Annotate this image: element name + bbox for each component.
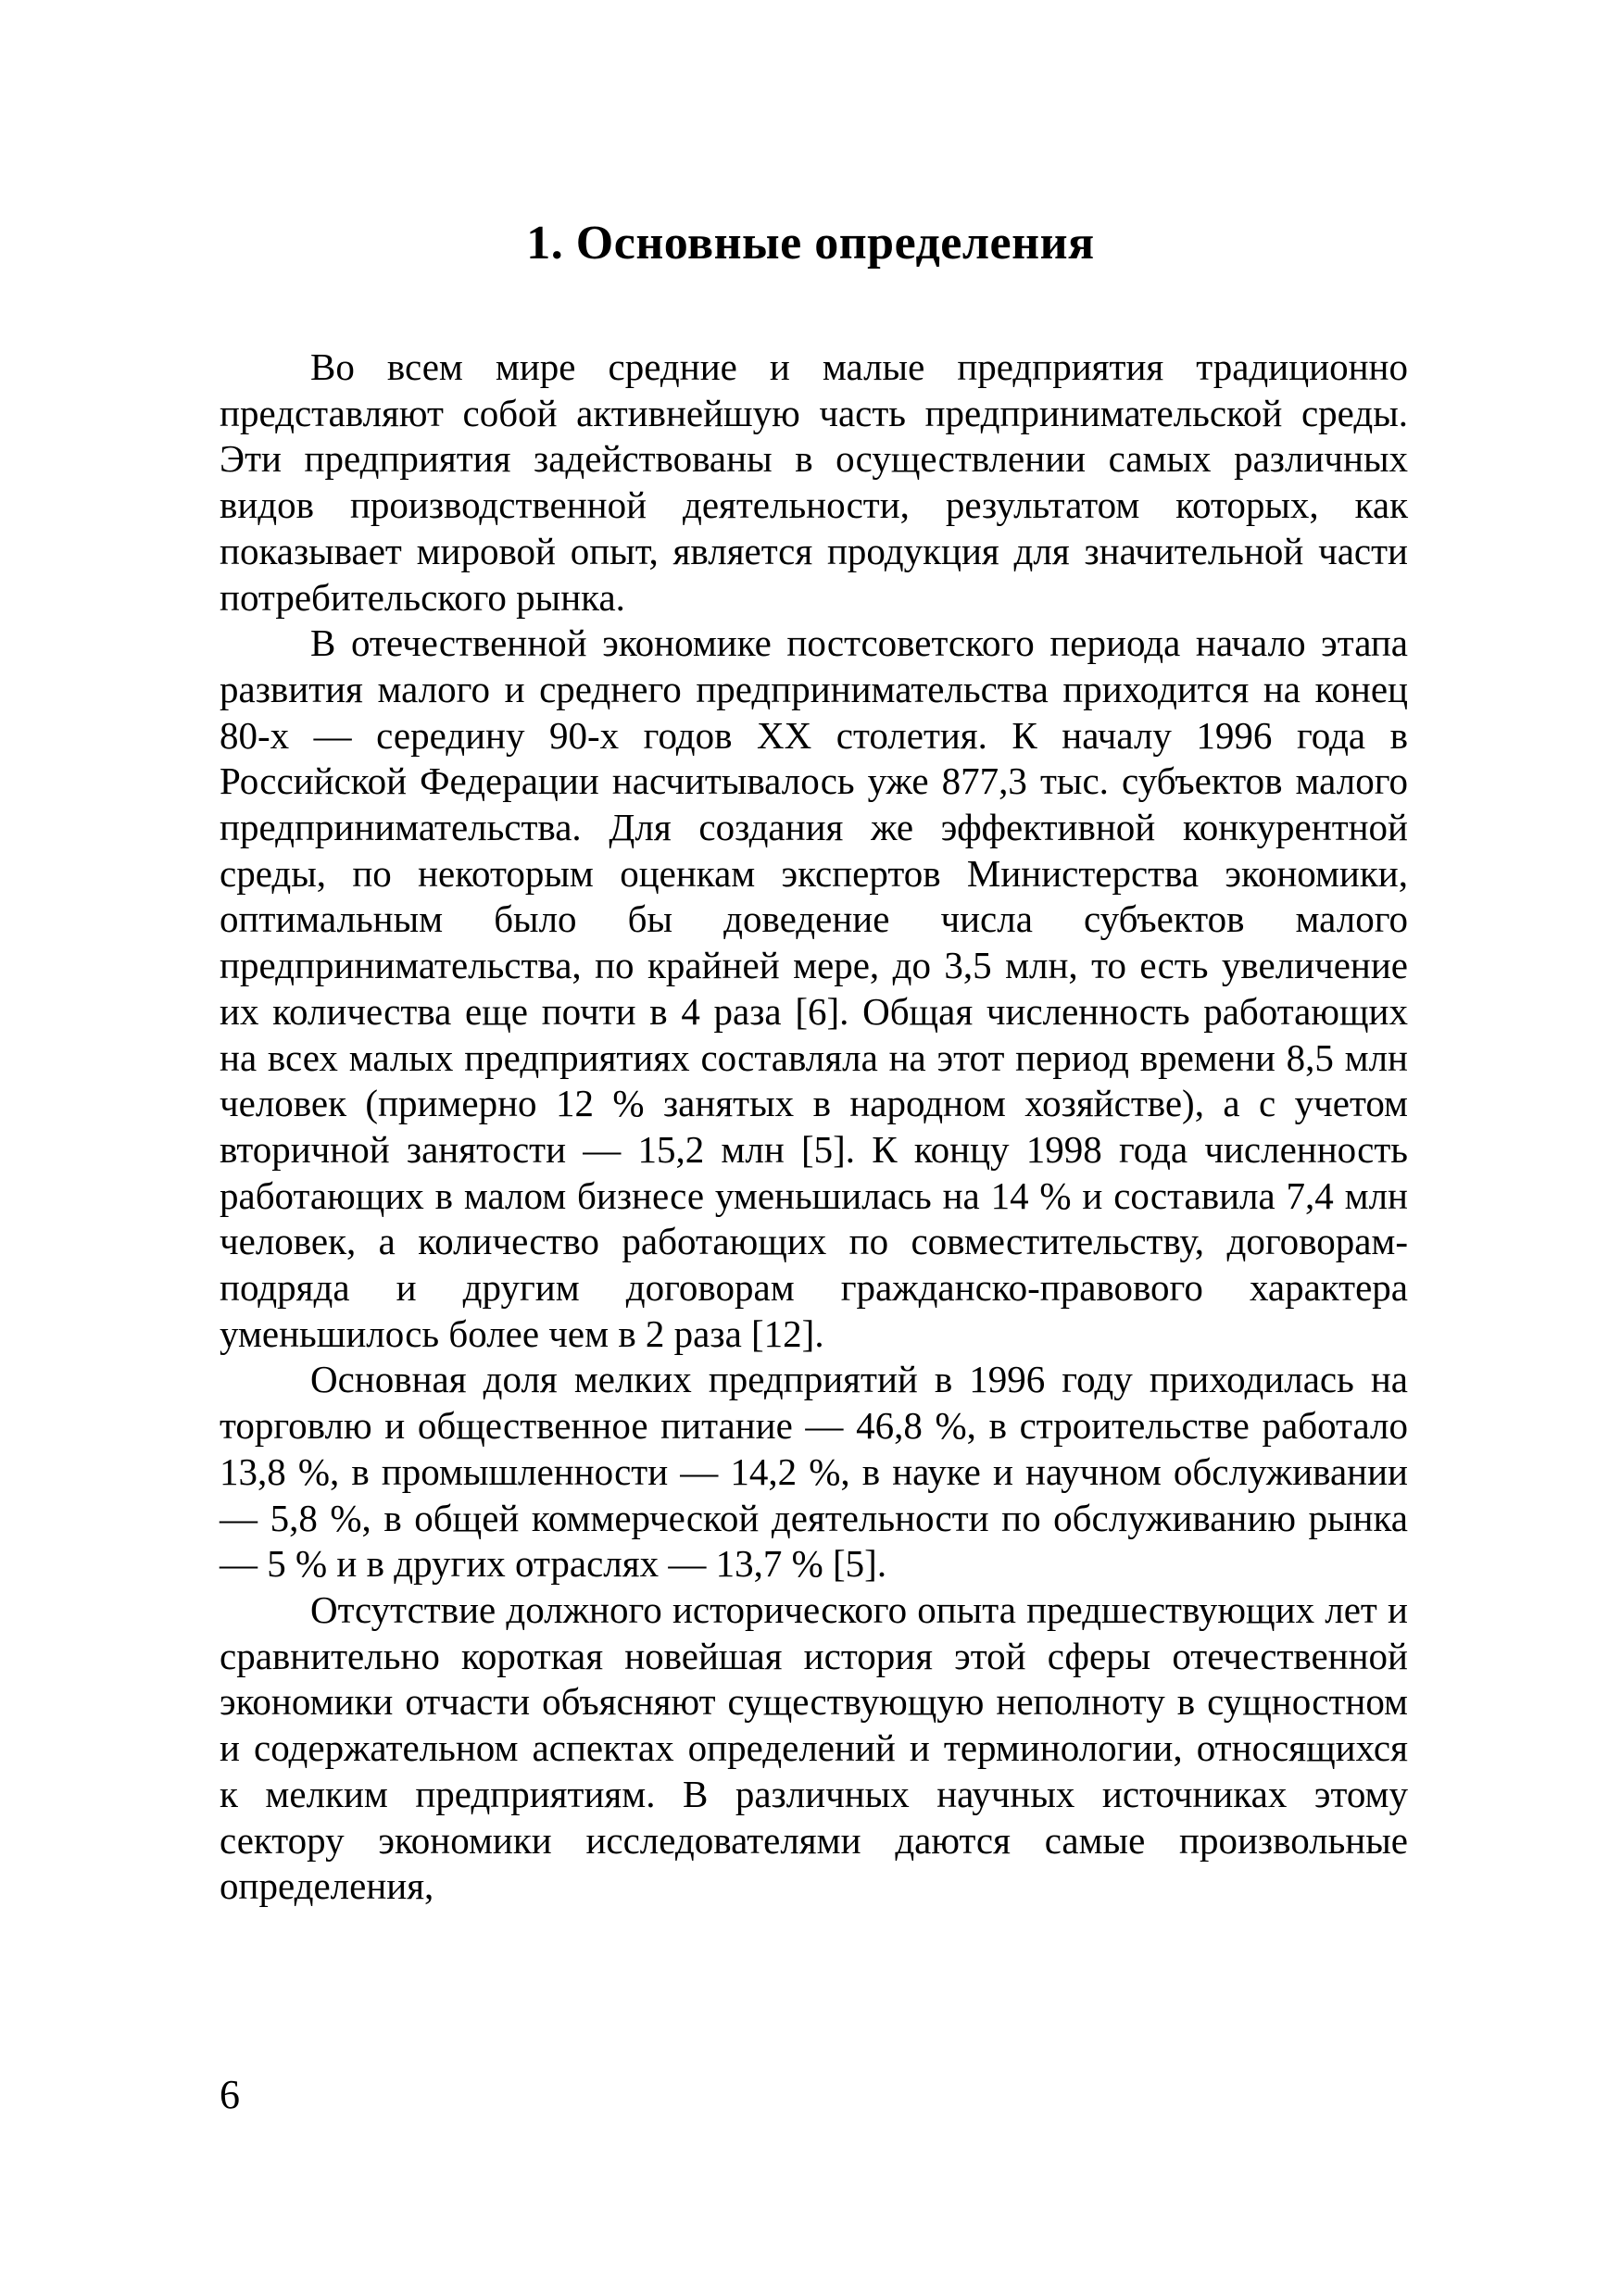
paragraph: В отечественной экономике постсоветского периода начало этапа развития малого и среднего предпринимательства приходится на конец 80-х — середину 90-х годов XX столетия. К началу 1996 года в Российской Федерации насчитывалось уже 877,3 тыс. субъектов малого предпринимательства. Для создания же эффективной конкурентной среды, по некоторым оценкам экспертов Министерства экономики, оптимальным было бы доведение числа субъектов малого предпринимательства, по крайней мере, до 3,5 млн, то есть увеличение их количества еще почти в 4 раза [6]. Общая численность работающих на всех малых предприятиях составляла на этот период времени 8,5 млн человек (примерно 12 % занятых в народном хозяйстве), а с учетом вторичной занятости — 15,2 млн [5]. К концу 1998 года численность работающих в малом бизнесе уменьшилась на 14 % и составила 7,4 млн человек, а количество работающих по совместительству, договорам-подряда и другим договорам гражданско-правового характера уменьшилось более чем в 2 раза [12]. <box>220 621 1408 1355</box>
paragraph: Основная доля мелких предприятий в 1996 году приходилась на торговлю и общественное питание — 46,8 %, в строительстве работало 13,8 %, в промышленности — 14,2 %, в науке и научном обслуживании — 5,8 %, в общей коммерческой деятельности по обслуживанию рынка — 5 % и в других отраслях — 13,7 % [5]. <box>220 1358 1408 1586</box>
paragraph: Во всем мире средние и малые предприятия традиционно представляют собой активнейшую часть предпринимательской среды. Эти предприятия задействованы в осуществлении самых различных видов производственной деятельности, результатом которых, как показывает мировой опыт, является продукция для значительной части потребительского рынка. <box>220 345 1408 619</box>
paragraph: Отсутствие должного исторического опыта предшествующих лет и сравнительно короткая новейшая история этой сферы отечественной экономики отчасти объясняют существующую неполноту в сущностном и содержательном аспектах определений и терминологии, относящихся к мелким предприятиям. В различных научных источниках этому сектору экономики исследователями даются самые произвольные определения, <box>220 1587 1408 1908</box>
page-number: 6 <box>220 2072 240 2117</box>
section-title: 1. Основные определения <box>526 217 1095 270</box>
body-text <box>220 345 1408 1910</box>
